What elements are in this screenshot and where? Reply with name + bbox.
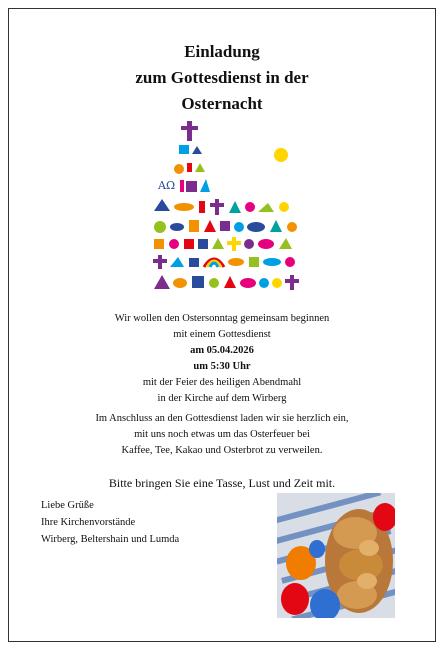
details-line: in der Kirche auf dem Wirberg xyxy=(157,393,287,404)
harp-icon xyxy=(179,145,189,154)
afterwards-line: mit uns noch etwas um das Osterfeuer bei xyxy=(134,429,310,440)
leaf-icon xyxy=(279,238,292,249)
cross-icon xyxy=(285,275,299,290)
bread-icon xyxy=(189,220,199,232)
flame-icon xyxy=(224,276,236,288)
intro-line: Wir wollen den Ostersonntag gemeinsam beginnen xyxy=(114,313,330,324)
tree-icon xyxy=(195,163,205,172)
afterwards-line: Im Anschluss an den Gottesdienst laden wir sie herzlich ein, xyxy=(95,413,349,424)
crown-icon xyxy=(154,221,166,233)
dove-icon xyxy=(170,257,184,267)
title-line: Einladung xyxy=(184,42,260,61)
sun-icon xyxy=(279,202,289,212)
intro-line: mit einem Gottesdienst xyxy=(173,329,271,340)
alpha-omega-icon: AΩ xyxy=(158,179,176,192)
title-line: Osternacht xyxy=(181,94,263,113)
sun-icon xyxy=(272,278,282,288)
candle-icon xyxy=(187,163,192,172)
candle-icon xyxy=(199,201,205,213)
church-icon xyxy=(192,146,202,154)
cross-icon xyxy=(181,121,198,141)
flame-icon xyxy=(204,220,216,232)
greeting-line: Wirberg, Beltershain und Lumda xyxy=(41,534,180,545)
lamb-icon xyxy=(240,278,256,288)
sun-icon xyxy=(274,148,288,162)
bread-icon xyxy=(174,203,194,211)
afterwards-line: Kaffee, Tee, Kakao und Osterbrot zu verweilen. xyxy=(121,445,323,456)
flower-icon xyxy=(169,239,179,249)
easter-bread-photo xyxy=(277,493,395,618)
leaf-icon xyxy=(270,220,282,232)
church-icon xyxy=(154,275,170,289)
greeting-line: Ihre Kirchenvorstände xyxy=(41,517,136,528)
greeting-line: Liebe Grüße xyxy=(41,500,94,511)
invitation-title xyxy=(9,39,435,117)
greeting xyxy=(41,497,179,548)
service-time: um 5:30 Uhr xyxy=(193,361,251,372)
people-icon xyxy=(198,239,208,249)
heart-icon xyxy=(244,239,254,249)
grapes-icon xyxy=(209,278,219,288)
service-details xyxy=(9,311,435,407)
lamp-icon xyxy=(154,239,164,249)
book-icon xyxy=(220,221,230,231)
heart-icon xyxy=(287,222,297,232)
church-symbols-graphic xyxy=(134,121,314,311)
dove-icon xyxy=(258,203,274,212)
title-line: zum Gottesdienst in der xyxy=(135,68,309,87)
church-icon xyxy=(229,201,241,213)
bread-icon xyxy=(173,278,187,288)
cross-icon xyxy=(227,237,241,251)
bread-icon xyxy=(228,258,244,266)
flower-icon xyxy=(285,257,295,267)
cross-icon xyxy=(153,255,167,269)
red-egg xyxy=(281,583,309,615)
flower-icon xyxy=(174,164,184,174)
people-icon xyxy=(184,239,194,249)
candle-icon xyxy=(180,180,184,192)
details-line: mit der Feier des heiligen Abendmahl xyxy=(142,377,302,388)
staff-icon xyxy=(200,179,210,192)
lamb-icon xyxy=(258,239,274,249)
fish-icon xyxy=(247,222,265,232)
book-icon xyxy=(186,181,197,192)
tree-icon xyxy=(212,238,224,249)
flower-icon xyxy=(245,202,255,212)
blue-egg xyxy=(309,540,325,558)
dove-icon xyxy=(234,222,244,232)
cross-icon xyxy=(210,199,224,215)
invitation-page xyxy=(8,8,436,642)
fish-icon xyxy=(170,223,184,231)
service-date: am 05.04.2026 xyxy=(190,345,254,356)
fish-icon xyxy=(263,258,281,266)
anchor-icon xyxy=(154,199,170,211)
grapes-icon xyxy=(249,257,259,267)
book-icon xyxy=(189,258,199,267)
afterwards-text xyxy=(9,411,435,459)
crown-icon xyxy=(192,276,204,288)
sun-icon xyxy=(259,278,269,288)
request-text: Bitte bringen Sie eine Tasse, Lust und Zeit mit. xyxy=(108,476,336,490)
